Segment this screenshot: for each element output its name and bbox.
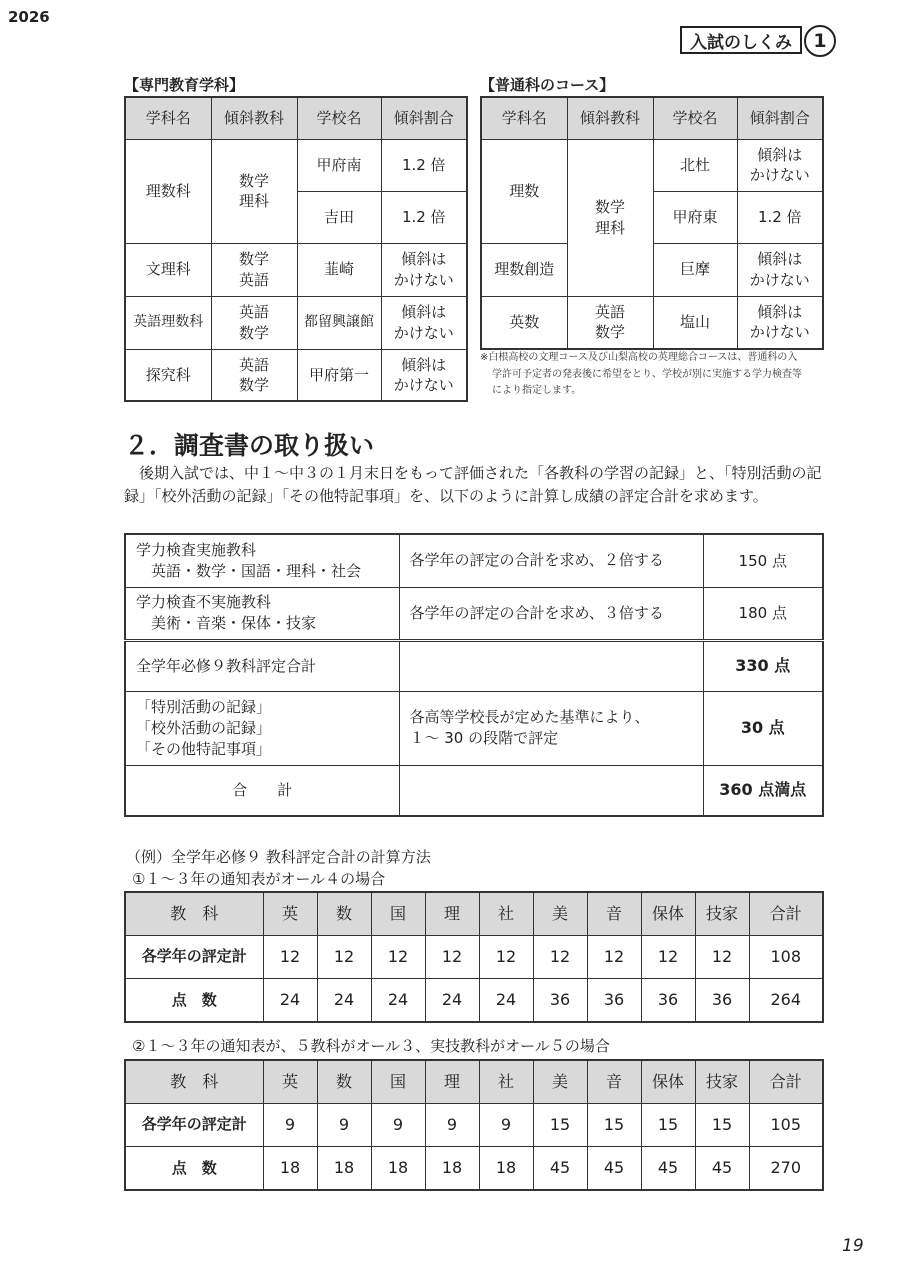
score-cell: 12: [425, 935, 479, 978]
ratio-cell: 傾斜は かけない: [381, 243, 467, 296]
calc-total-points: 360 点満点: [703, 765, 823, 816]
dept-cell: 英語理数科: [125, 296, 211, 349]
score-header-cell: 合計: [749, 892, 823, 935]
score-cell: 12: [371, 935, 425, 978]
calc-label-line: 学力検査不実施教科: [136, 593, 272, 611]
calc-total-label: 合 計: [125, 765, 399, 816]
header-cell: 学校名: [297, 97, 381, 139]
score-cell: 12: [695, 935, 749, 978]
dept-cell: 理数創造: [481, 243, 567, 296]
score-cell: 24: [479, 978, 533, 1022]
score-header-cell: 社: [479, 892, 533, 935]
subjects-cell: 数学 理科: [211, 139, 297, 243]
subjects-cell: 数学 理科: [567, 139, 653, 296]
ratio-cell: 傾斜は かけない: [737, 243, 823, 296]
score-cell: 24: [263, 978, 317, 1022]
score-cell: 12: [479, 935, 533, 978]
score-header-cell: 国: [371, 892, 425, 935]
score-header-cell: 保体: [641, 892, 695, 935]
score-cell: 45: [587, 1146, 641, 1190]
score-cell: 18: [371, 1146, 425, 1190]
score-cell: 24: [317, 978, 371, 1022]
school-cell: 都留興譲館: [297, 296, 381, 349]
score-cell: 36: [695, 978, 749, 1022]
score-row-label: 点 数: [125, 1146, 263, 1190]
school-cell: 甲府東: [653, 191, 737, 243]
senmon-heading: 【専門教育学科】: [124, 76, 245, 94]
score-row-label: 各学年の評定計: [125, 935, 263, 978]
ratio-cell: 傾斜は かけない: [381, 296, 467, 349]
score-header-cell: 数: [317, 1060, 371, 1103]
futsu-table: [480, 96, 824, 350]
score-cell: 12: [263, 935, 317, 978]
header-cell: 傾斜割合: [737, 97, 823, 139]
footnote: [480, 350, 830, 400]
score-header-cell: 教 科: [125, 1060, 263, 1103]
calc-points: 30 点: [703, 691, 823, 765]
score-row-label: 点 数: [125, 978, 263, 1022]
badge-text: 入試のしくみ: [690, 32, 792, 53]
score-header-cell: 社: [479, 1060, 533, 1103]
score-cell: 9: [425, 1103, 479, 1146]
dept-cell: 理数科: [125, 139, 211, 243]
score-cell: 18: [425, 1146, 479, 1190]
subjects-cell: 数学 英語: [211, 243, 297, 296]
school-cell: 北杜: [653, 139, 737, 191]
header-cell: 学科名: [481, 97, 567, 139]
dept-cell: 理数: [481, 139, 567, 243]
score-cell: 12: [587, 935, 641, 978]
score-cell: 9: [263, 1103, 317, 1146]
score-row-label: 各学年の評定計: [125, 1103, 263, 1146]
score-header-cell: 合計: [749, 1060, 823, 1103]
futsu-heading: 【普通科のコース】: [480, 76, 615, 94]
ratio-cell: 傾斜は かけない: [737, 296, 823, 349]
footnote-line: 学許可予定者の発表後に希望をとり、学校が別に実施する学力検査等: [492, 368, 802, 380]
score-cell: 45: [641, 1146, 695, 1190]
calc-label: [125, 587, 399, 640]
school-cell: 甲府第一: [297, 349, 381, 401]
score-header-cell: 数: [317, 892, 371, 935]
score-header-cell: 国: [371, 1060, 425, 1103]
score-cell: 18: [317, 1146, 371, 1190]
score-cell: 15: [587, 1103, 641, 1146]
score-cell: 18: [263, 1146, 317, 1190]
case2-table: [124, 1059, 824, 1191]
subjects-cell: 英語 数学: [567, 296, 653, 349]
section-title: ２．調査書の取り扱い: [124, 431, 375, 460]
calc-label-line: 「その他特記事項」: [136, 739, 272, 758]
score-cell: 24: [425, 978, 479, 1022]
calc-table: [124, 533, 824, 817]
score-cell: 36: [587, 978, 641, 1022]
calc-desc: [399, 765, 703, 816]
score-header-cell: 理: [425, 892, 479, 935]
page-number: 19: [842, 1236, 864, 1256]
calc-desc-line: 各高等学校長が定めた基準により、: [409, 708, 650, 726]
score-cell: 108: [749, 935, 823, 978]
score-cell: 264: [749, 978, 823, 1022]
score-cell: 45: [533, 1146, 587, 1190]
ratio-cell: 1.2 倍: [381, 139, 467, 191]
calc-label-line: 「特別活動の記録」: [136, 697, 272, 716]
score-cell: 18: [479, 1146, 533, 1190]
header-cell: 傾斜割合: [381, 97, 467, 139]
score-header-cell: 英: [263, 1060, 317, 1103]
calc-desc: 各学年の評定の合計を求め、３倍する: [399, 587, 703, 640]
dept-cell: 英数: [481, 296, 567, 349]
section-badge: [680, 26, 802, 54]
calc-label-line: 「校外活動の記録」: [136, 718, 272, 737]
score-cell: 15: [533, 1103, 587, 1146]
subjects-cell: 英語 数学: [211, 349, 297, 401]
calc-label-line: 学力検査実施教科: [136, 540, 257, 559]
score-cell: 9: [317, 1103, 371, 1146]
score-cell: 45: [695, 1146, 749, 1190]
score-header-cell: 保体: [641, 1060, 695, 1103]
ratio-cell: 傾斜は かけない: [737, 139, 823, 191]
score-cell: 36: [641, 978, 695, 1022]
score-cell: 270: [749, 1146, 823, 1190]
calc-points: 150 点: [703, 534, 823, 587]
score-header-cell: 教 科: [125, 892, 263, 935]
score-cell: 12: [641, 935, 695, 978]
dept-cell: 探究科: [125, 349, 211, 401]
score-cell: 12: [317, 935, 371, 978]
header-cell: 傾斜教科: [567, 97, 653, 139]
calc-desc: 各学年の評定の合計を求め、２倍する: [399, 534, 703, 587]
section-paragraph: 後期入試では、中１～中３の１月末日をもって評価された「各教科の学習の記録」と、「特別活動の記録」「校外活動の記録」「その他特記事項」を、以下のように計算し成績の評定合計を求めます。: [124, 464, 822, 506]
score-cell: 105: [749, 1103, 823, 1146]
calc-points: 180 点: [703, 587, 823, 640]
score-cell: 12: [533, 935, 587, 978]
calc-label-line: 英語・数学・国語・理科・社会: [136, 561, 362, 580]
score-cell: 9: [371, 1103, 425, 1146]
year-label: 2026: [8, 8, 50, 26]
example-title: （例）全学年必修９ 教科評定合計の計算方法: [126, 848, 431, 866]
senmon-table: [124, 96, 468, 402]
score-header-cell: 技家: [695, 1060, 749, 1103]
footnote-line: ※白根高校の文理コース及び山梨高校の英理総合コースは、普通科の入: [480, 352, 798, 363]
footnote-line: により指定します。: [492, 385, 582, 396]
case1-title: ①１～３年の通知表がオール４の場合: [132, 870, 386, 888]
school-cell: 塩山: [653, 296, 737, 349]
score-header-cell: 理: [425, 1060, 479, 1103]
ratio-cell: 1.2 倍: [737, 191, 823, 243]
score-cell: 36: [533, 978, 587, 1022]
calc-points: 330 点: [703, 640, 823, 691]
subjects-cell: 英語 数学: [211, 296, 297, 349]
score-header-cell: 英: [263, 892, 317, 935]
ratio-cell: 傾斜は かけない: [381, 349, 467, 401]
score-cell: 15: [641, 1103, 695, 1146]
calc-desc-line: １～ 30 の段階で評定: [409, 729, 559, 747]
score-header-cell: 音: [587, 1060, 641, 1103]
header-cell: 傾斜教科: [211, 97, 297, 139]
score-header-cell: 美: [533, 1060, 587, 1103]
header-cell: 学科名: [125, 97, 211, 139]
dept-cell: 文理科: [125, 243, 211, 296]
case2-title: ②１～３年の通知表が、５教科がオール３、実技教科がオール５の場合: [132, 1037, 610, 1055]
score-cell: 24: [371, 978, 425, 1022]
header-cell: 学校名: [653, 97, 737, 139]
badge-circled-number: 1: [804, 25, 836, 57]
score-header-cell: 技家: [695, 892, 749, 935]
calc-desc: [399, 640, 703, 691]
calc-label: [125, 691, 399, 765]
calc-label-line: 美術・音楽・保体・技家: [136, 614, 317, 632]
ratio-cell: 1.2 倍: [381, 191, 467, 243]
score-header-cell: 音: [587, 892, 641, 935]
school-cell: 韮崎: [297, 243, 381, 296]
calc-desc: [399, 691, 703, 765]
score-cell: 15: [695, 1103, 749, 1146]
score-cell: 9: [479, 1103, 533, 1146]
school-cell: 甲府南: [297, 139, 381, 191]
calc-label: 全学年必修９教科評定合計: [125, 640, 399, 691]
school-cell: 巨摩: [653, 243, 737, 296]
school-cell: 吉田: [297, 191, 381, 243]
score-header-cell: 美: [533, 892, 587, 935]
case1-table: [124, 891, 824, 1023]
calc-label: [125, 534, 399, 587]
